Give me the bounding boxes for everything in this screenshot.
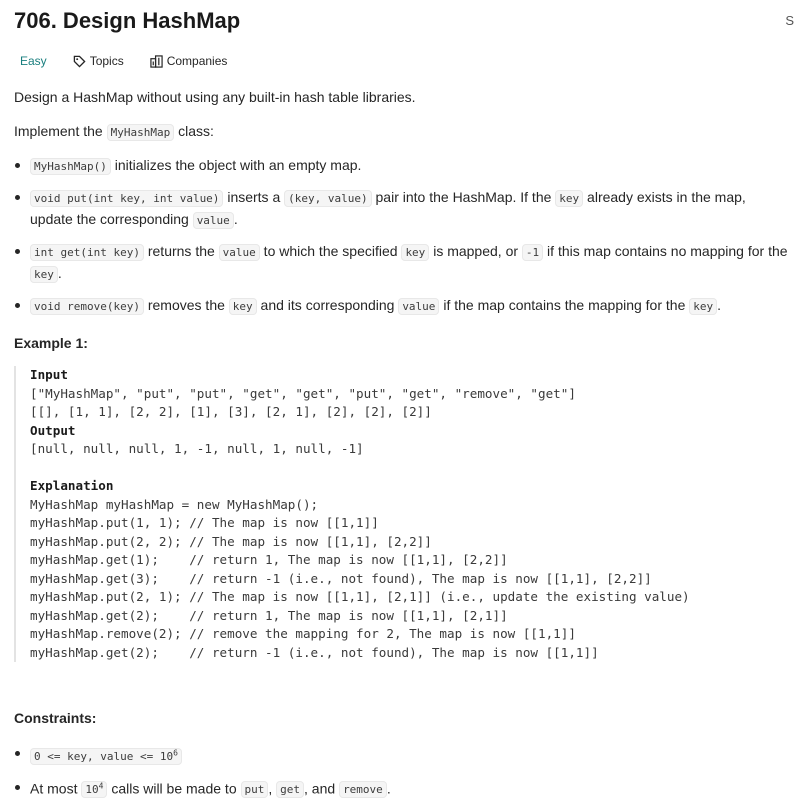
inline-code: remove	[339, 781, 387, 798]
inline-code	[30, 748, 182, 765]
inline-code: get	[276, 781, 304, 798]
text-segment: calls will be made to	[107, 780, 241, 797]
text-segment: myHashMap.put(1, 1); // The map is now [[1,1]]	[30, 515, 379, 530]
text-segment: inserts a	[223, 189, 285, 205]
page-title: 706. Design HashMap	[14, 8, 241, 33]
text-segment: already exists in the map, update the corresponding	[30, 189, 746, 227]
text-segment: myHashMap.put(2, 1); // The map is now [[1,1], [2,1]] (i.e., update the existing value)	[30, 589, 690, 604]
inline-code	[81, 781, 107, 798]
text-segment: and its corresponding	[256, 297, 399, 313]
tag-row	[14, 52, 233, 70]
inline-code: void remove(key)	[30, 298, 144, 315]
list-item	[14, 743, 789, 767]
text-segment: ,	[268, 780, 277, 797]
topics-label: Topics	[89, 54, 124, 68]
text-segment: initializes the object with an empty map.	[110, 157, 362, 173]
text-segment: is mapped, or	[429, 243, 522, 259]
text-segment: [[], [1, 1], [2, 2], [1], [3], [2, 1], [2], [2], [2]]	[30, 404, 432, 419]
building-icon	[150, 55, 163, 68]
inline-code: void put(int key, int value)	[30, 190, 223, 207]
inline-code: value	[398, 298, 439, 315]
list-item	[14, 295, 789, 317]
method-list	[14, 155, 789, 317]
example-heading: Example 1:	[14, 335, 88, 351]
text-segment: pair into the HashMap. If the	[371, 189, 556, 205]
text-segment: if this map contains no mapping for the	[543, 243, 788, 259]
text-segment: 4	[98, 781, 104, 791]
topics-button[interactable]	[67, 52, 130, 70]
constraints-heading: Constraints:	[14, 710, 97, 726]
inline-code: MyHashMap	[107, 124, 175, 141]
inline-code: int get(int key)	[30, 244, 144, 261]
text-segment: .	[57, 265, 62, 281]
tag-icon	[73, 55, 86, 68]
text-segment: myHashMap.put(2, 2); // The map is now [[1,1], [2,2]]	[30, 533, 432, 549]
text-segment: , and	[304, 780, 340, 797]
inline-code: key	[401, 244, 429, 261]
inline-code: (key, value)	[284, 190, 371, 207]
text-segment: 0 <= key, value <= 10	[34, 749, 174, 763]
text-segment: to which the specified	[259, 243, 402, 259]
text-segment: myHashMap.remove(2); // remove the mapping for 2, The map is now [[1,1]]	[30, 626, 576, 641]
inline-code: value	[193, 212, 234, 229]
text-segment: myHashMap.get(1); // return 1, The map is now [[1,1], [2,2]]	[30, 552, 508, 567]
companies-button[interactable]	[144, 52, 234, 70]
inline-code: key	[689, 298, 717, 315]
text-segment: myHashMap.get(2); // return -1 (i.e., not found), The map is now [[1,1]]	[30, 644, 599, 660]
inline-code: put	[241, 781, 269, 798]
output-label: Output	[30, 422, 76, 438]
text-segment: if the map contains the mapping for the	[439, 297, 690, 313]
text-segment: 10	[85, 783, 99, 797]
text-segment: class:	[174, 123, 214, 139]
text-segment: 6	[173, 748, 178, 757]
text-segment: Implement the	[14, 123, 107, 139]
text-segment: myHashMap.get(2); // return 1, The map is now [[1,1], [2,1]]	[30, 607, 508, 623]
text-segment: [null, null, null, 1, -1, null, 1, null, -1]	[30, 441, 364, 456]
list-item	[14, 241, 789, 285]
input-label: Input	[30, 367, 68, 382]
inline-code: value	[219, 244, 260, 261]
inline-code: key	[555, 190, 583, 207]
explanation-label: Explanation	[30, 478, 114, 493]
example-block	[14, 366, 790, 662]
inline-code: key	[30, 266, 58, 283]
inline-code: -1	[522, 244, 543, 261]
implement-text	[14, 121, 214, 143]
list-item	[14, 155, 789, 177]
constraints-list	[14, 743, 789, 800]
text-segment: myHashMap.get(3); // return -1 (i.e., not found), The map is now [[1,1], [2,2]]	[30, 570, 652, 586]
difficulty-badge[interactable]: Easy	[20, 54, 47, 68]
text-segment: At most	[30, 780, 82, 797]
inline-code: MyHashMap()	[30, 158, 111, 175]
text-segment: returns the	[143, 243, 219, 259]
description: Design a HashMap without using any built-in hash table libraries.	[14, 89, 416, 105]
text-segment: .	[386, 780, 391, 797]
corner-label: S	[785, 13, 794, 28]
list-item	[14, 777, 789, 801]
list-item	[14, 187, 789, 231]
text-segment: ["MyHashMap", "put", "put", "get", "get", "put", "get", "remove", "get"]	[30, 385, 576, 401]
inline-code: key	[229, 298, 257, 315]
text-segment: .	[717, 297, 722, 313]
companies-label: Companies	[166, 54, 228, 68]
text-segment: removes the	[143, 297, 229, 313]
text-segment: .	[233, 211, 238, 227]
text-segment: MyHashMap myHashMap = new MyHashMap();	[30, 496, 319, 512]
